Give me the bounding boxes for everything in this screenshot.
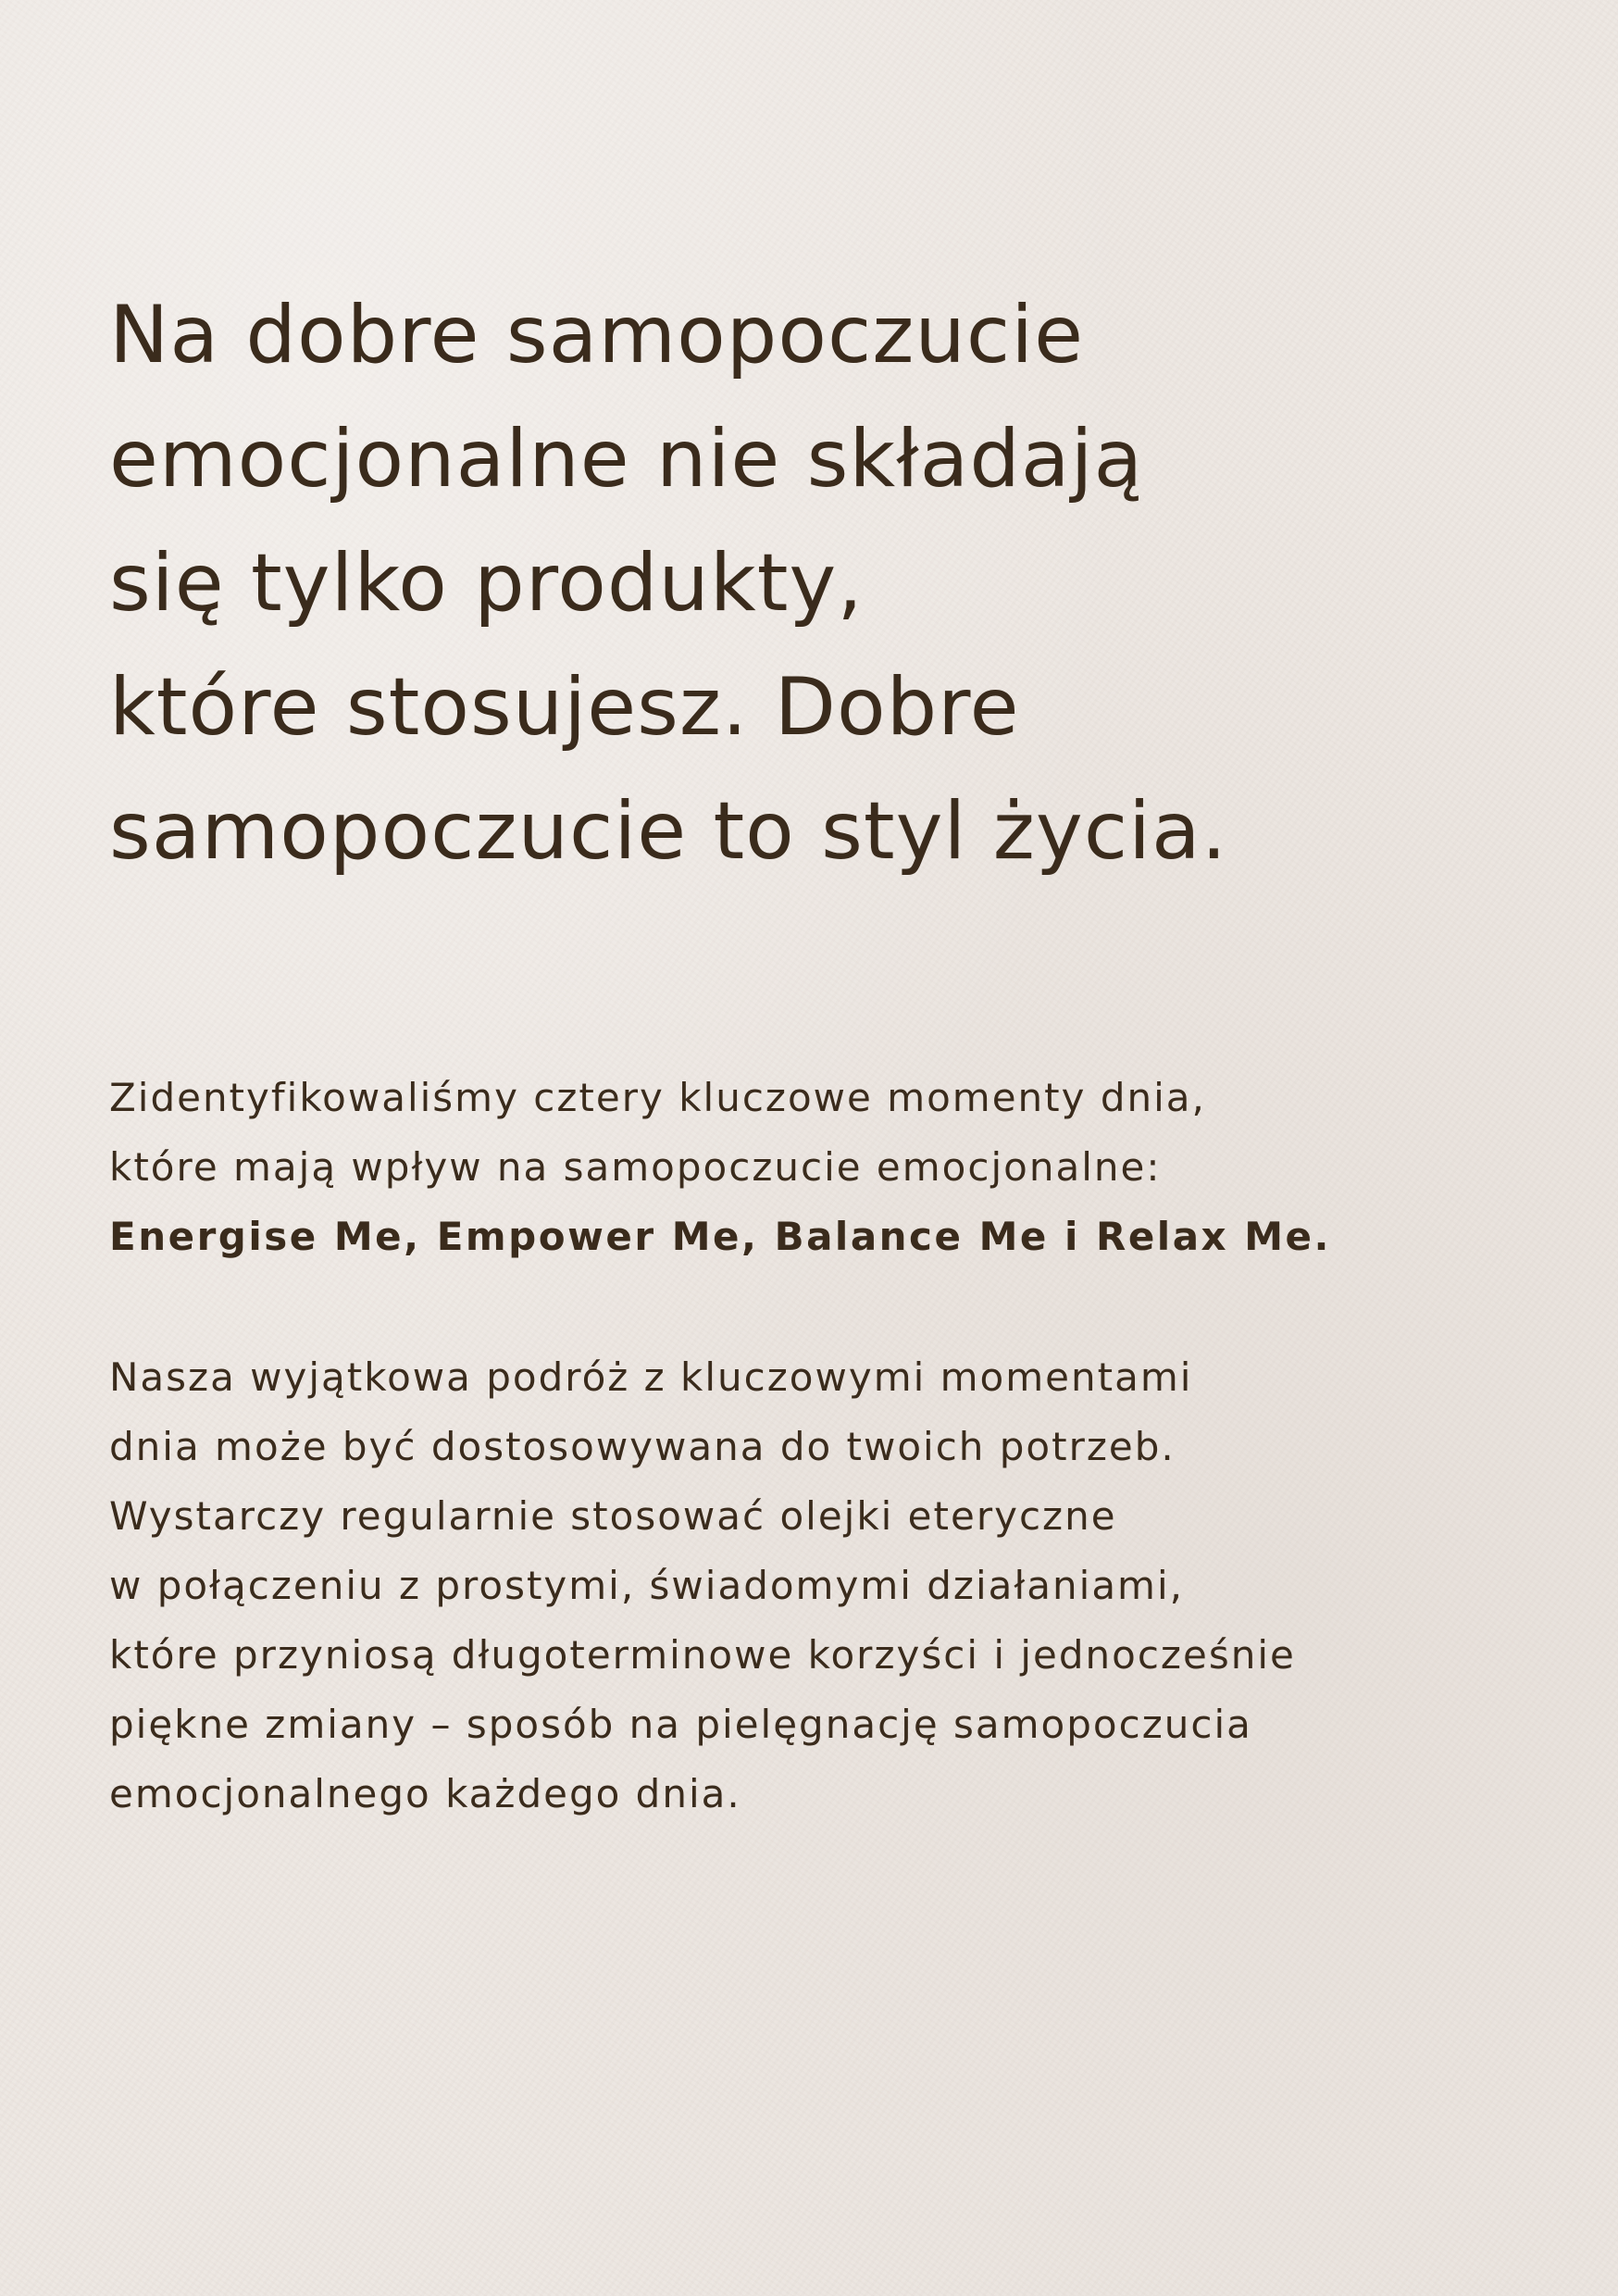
intro-line: które mają wpływ na samopoczucie emocjonalne:	[109, 1144, 1162, 1190]
headline-line: się tylko produkty,	[109, 537, 864, 630]
body-line: Nasza wyjątkowa podróż z kluczowymi momentami	[109, 1354, 1193, 1400]
body-line: które przyniosą długoterminowe korzyści i jednocześnie	[109, 1632, 1296, 1678]
body-line: w połączeniu z prostymi, świadomymi działaniami,	[109, 1563, 1184, 1608]
body-paragraph	[109, 1342, 1553, 1828]
key-moments-list: Energise Me, Empower Me, Balance Me i Relax Me.	[109, 1214, 1331, 1259]
headline-line: Na dobre samopoczucie	[109, 289, 1084, 381]
headline-line: samopoczucie to styl życia.	[109, 785, 1228, 878]
headline-line: które stosujesz. Dobre	[109, 661, 1020, 754]
body-line: emocjonalnego każdego dnia.	[109, 1771, 741, 1816]
body-line: piękne zmiany – sposób na pielęgnację samopoczucia	[109, 1702, 1252, 1747]
intro-line: Zidentyfikowaliśmy cztery kluczowe momenty dnia,	[109, 1075, 1206, 1120]
body-line: dnia może być dostosowywana do twoich potrzeb.	[109, 1424, 1176, 1469]
headline-line: emocjonalne nie składają	[109, 413, 1144, 505]
page-headline	[109, 273, 1535, 893]
intro-paragraph	[109, 1063, 1553, 1271]
body-line: Wystarczy regularnie stosować olejki eteryczne	[109, 1493, 1117, 1539]
